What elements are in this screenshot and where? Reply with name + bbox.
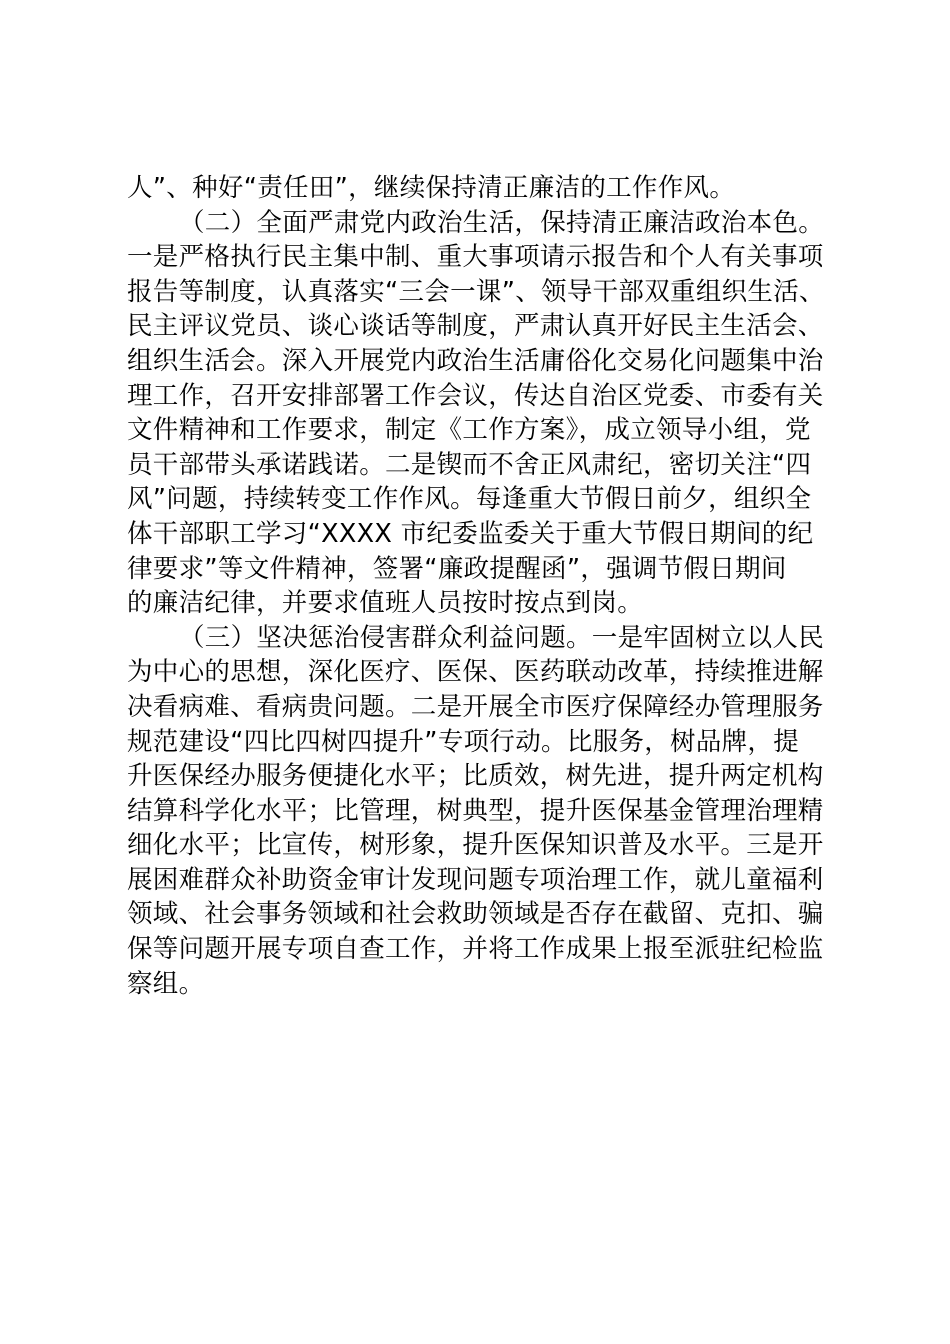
text-line: 决看病难、看病贵问题。二是开展全市医疗保障经办管理服务: [127, 691, 824, 722]
text-line: 领域、社会事务领域和社会救助领域是否存在截留、克扣、骗: [127, 899, 824, 930]
text-line: 规范建设“四比四树四提升”专项行动。比服务，树品牌，提: [127, 726, 800, 757]
text-line: 员干部带头承诺践诺。二是锲而不舍正风肃纪，密切关注“四: [127, 449, 812, 480]
text-line: 文件精神和工作要求，制定《工作方案》，成立领导小组，党: [127, 415, 811, 446]
text-line: 报告等制度，认真落实“三会一课”、领导干部双重组织生活、: [127, 276, 825, 307]
text-line: 一是严格执行民主集中制、重大事项请示报告和个人有关事项: [127, 242, 824, 273]
text-line: 风”问题，持续转变工作作风。每逢重大节假日前夕，组织全: [127, 484, 812, 515]
text-line: 为中心的思想，深化医疗、医保、医药联动改革，持续推进解: [127, 657, 824, 688]
text-line: 结算科学化水平；比管理，树典型，提升医保基金管理治理精: [127, 795, 824, 826]
text-line: 的廉洁纪律，并要求值班人员按时按点到岗。: [127, 588, 644, 619]
section-heading-3: （三）坚决惩治侵害群众利益问题。一是牢固树立以人民: [179, 622, 825, 653]
text-line: 理工作，召开安排部署工作会议，传达自治区党委、市委有关: [127, 380, 824, 411]
text-line: 细化水平；比宣传，树形象，提升医保知识普及水平。三是开: [127, 830, 824, 861]
section-heading-2: （二）全面严肃党内政治生活，保持清正廉洁政治本色。: [179, 207, 825, 238]
text-line: 升医保经办服务便捷化水平；比质效，树先进，提升两定机构: [127, 761, 824, 792]
text-line: 保等问题开展专项自查工作，并将工作成果上报至派驻纪检监: [127, 934, 824, 965]
text-line: 组织生活会。深入开展党内政治生活庸俗化交易化问题集中治: [127, 345, 824, 376]
text-line: 律要求”等文件精神，签署“廉政提醒函”，强调节假日期间: [127, 553, 787, 584]
body-text: [127, 171, 847, 1001]
text-line: 察组。: [127, 968, 205, 999]
text-line: 体干部职工学习“XXXX 市纪委监委关于重大节假日期间的纪: [127, 518, 814, 549]
text-line: 展困难群众补助资金审计发现问题专项治理工作，就儿童福利: [127, 864, 824, 895]
text-line: 民主评议党员、谈心谈话等制度，严肃认真开好民主生活会、: [127, 311, 824, 342]
text-line: 人”、种好“责任田”，继续保持清正廉洁的工作作风。: [127, 173, 736, 203]
